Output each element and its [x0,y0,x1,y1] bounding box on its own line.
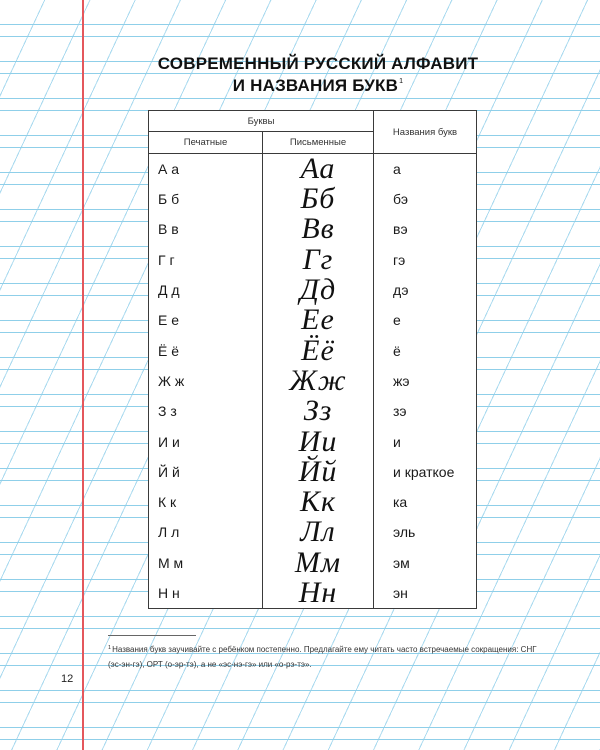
footnote-marker: 1 [108,645,112,651]
page-title [118,53,518,101]
printed-letter-cell: К к [149,487,263,517]
table-row [149,548,477,578]
footnote-divider [108,635,196,636]
letter-name-cell: ка [374,487,477,517]
written-letter-cell: Дд [263,275,374,305]
title-line-2-text: И НАЗВАНИЯ БУКВ [232,76,399,95]
written-letter-cell: Ии [263,426,374,456]
printed-letter-cell: З з [149,396,263,426]
letter-name-cell: вэ [374,214,477,244]
letter-name-cell: а [374,154,477,185]
table-row [149,305,477,335]
table-row [149,517,477,547]
footnote [108,643,537,671]
letter-name-cell: ё [374,335,477,365]
header-written: Письменные [263,132,374,154]
table-row [149,487,477,517]
written-letter-cell: Кк [263,487,374,517]
title-line-1: СОВРЕМЕННЫЙ РУССКИЙ АЛФАВИТ [157,54,479,73]
header-letters: Буквы [149,111,374,132]
printed-letter-cell: Й й [149,457,263,487]
letter-name-cell: гэ [374,245,477,275]
letter-name-cell: зэ [374,396,477,426]
title-line-2 [118,75,518,101]
letter-name-cell: эль [374,517,477,547]
printed-letter-cell: Д д [149,275,263,305]
letter-name-cell: жэ [374,366,477,396]
written-letter-cell: Бб [263,184,374,214]
red-margin-line [82,0,84,750]
page-number: 12 [61,673,74,685]
table-row [149,335,477,365]
printed-letter-cell: Н н [149,578,263,609]
written-letter-cell: Жж [263,366,374,396]
title-footnote-ref: 1 [399,78,404,85]
letter-name-cell: бэ [374,184,477,214]
printed-letter-cell: Е е [149,305,263,335]
table-row [149,426,477,456]
printed-letter-cell: И и [149,426,263,456]
written-letter-cell: Ее [263,305,374,335]
printed-letter-cell: Ё ё [149,335,263,365]
table-row [149,184,477,214]
header-row [149,111,477,132]
written-letter-cell: Вв [263,214,374,244]
table-row [149,396,477,426]
footnote-line-1 [108,643,537,658]
written-letter-cell: Нн [263,578,374,609]
written-letter-cell: Йй [263,457,374,487]
alphabet-table-body [149,154,477,609]
written-letter-cell: Зз [263,396,374,426]
printed-letter-cell: Ж ж [149,366,263,396]
printed-letter-cell: Г г [149,245,263,275]
written-letter-cell: Гг [263,245,374,275]
written-letter-cell: Лл [263,517,374,547]
letter-name-cell: и краткое [374,457,477,487]
printed-letter-cell: М м [149,548,263,578]
written-letter-cell: Мм [263,548,374,578]
letter-name-cell: е [374,305,477,335]
printed-letter-cell: Л л [149,517,263,547]
table-row [149,457,477,487]
table-row [149,366,477,396]
printed-letter-cell: Б б [149,184,263,214]
letter-name-cell: эн [374,578,477,609]
table-row [149,154,477,185]
footnote-text-1: Названия букв заучивайте с ребёнком постепенно. Предлагайте ему читать часто встречаемые сокращения: СНГ [112,645,537,654]
written-letter-cell: Аа [263,154,374,185]
letter-name-cell: дэ [374,275,477,305]
printed-letter-cell: А а [149,154,263,185]
header-printed: Печатные [149,132,263,154]
table-row [149,214,477,244]
alphabet-table-header [149,111,477,154]
written-letter-cell: Ёё [263,335,374,365]
letter-name-cell: эм [374,548,477,578]
alphabet-table [148,110,477,609]
printed-letter-cell: В в [149,214,263,244]
header-letter-names: Названия букв [374,111,477,154]
table-row [149,275,477,305]
table-row [149,245,477,275]
letter-name-cell: и [374,426,477,456]
footnote-line-2: (эс-эн-гэ), ОРТ (о-эр-тэ), а не «эс-нэ-гэ» или «о-рэ-тэ». [108,660,312,669]
table-row [149,578,477,609]
